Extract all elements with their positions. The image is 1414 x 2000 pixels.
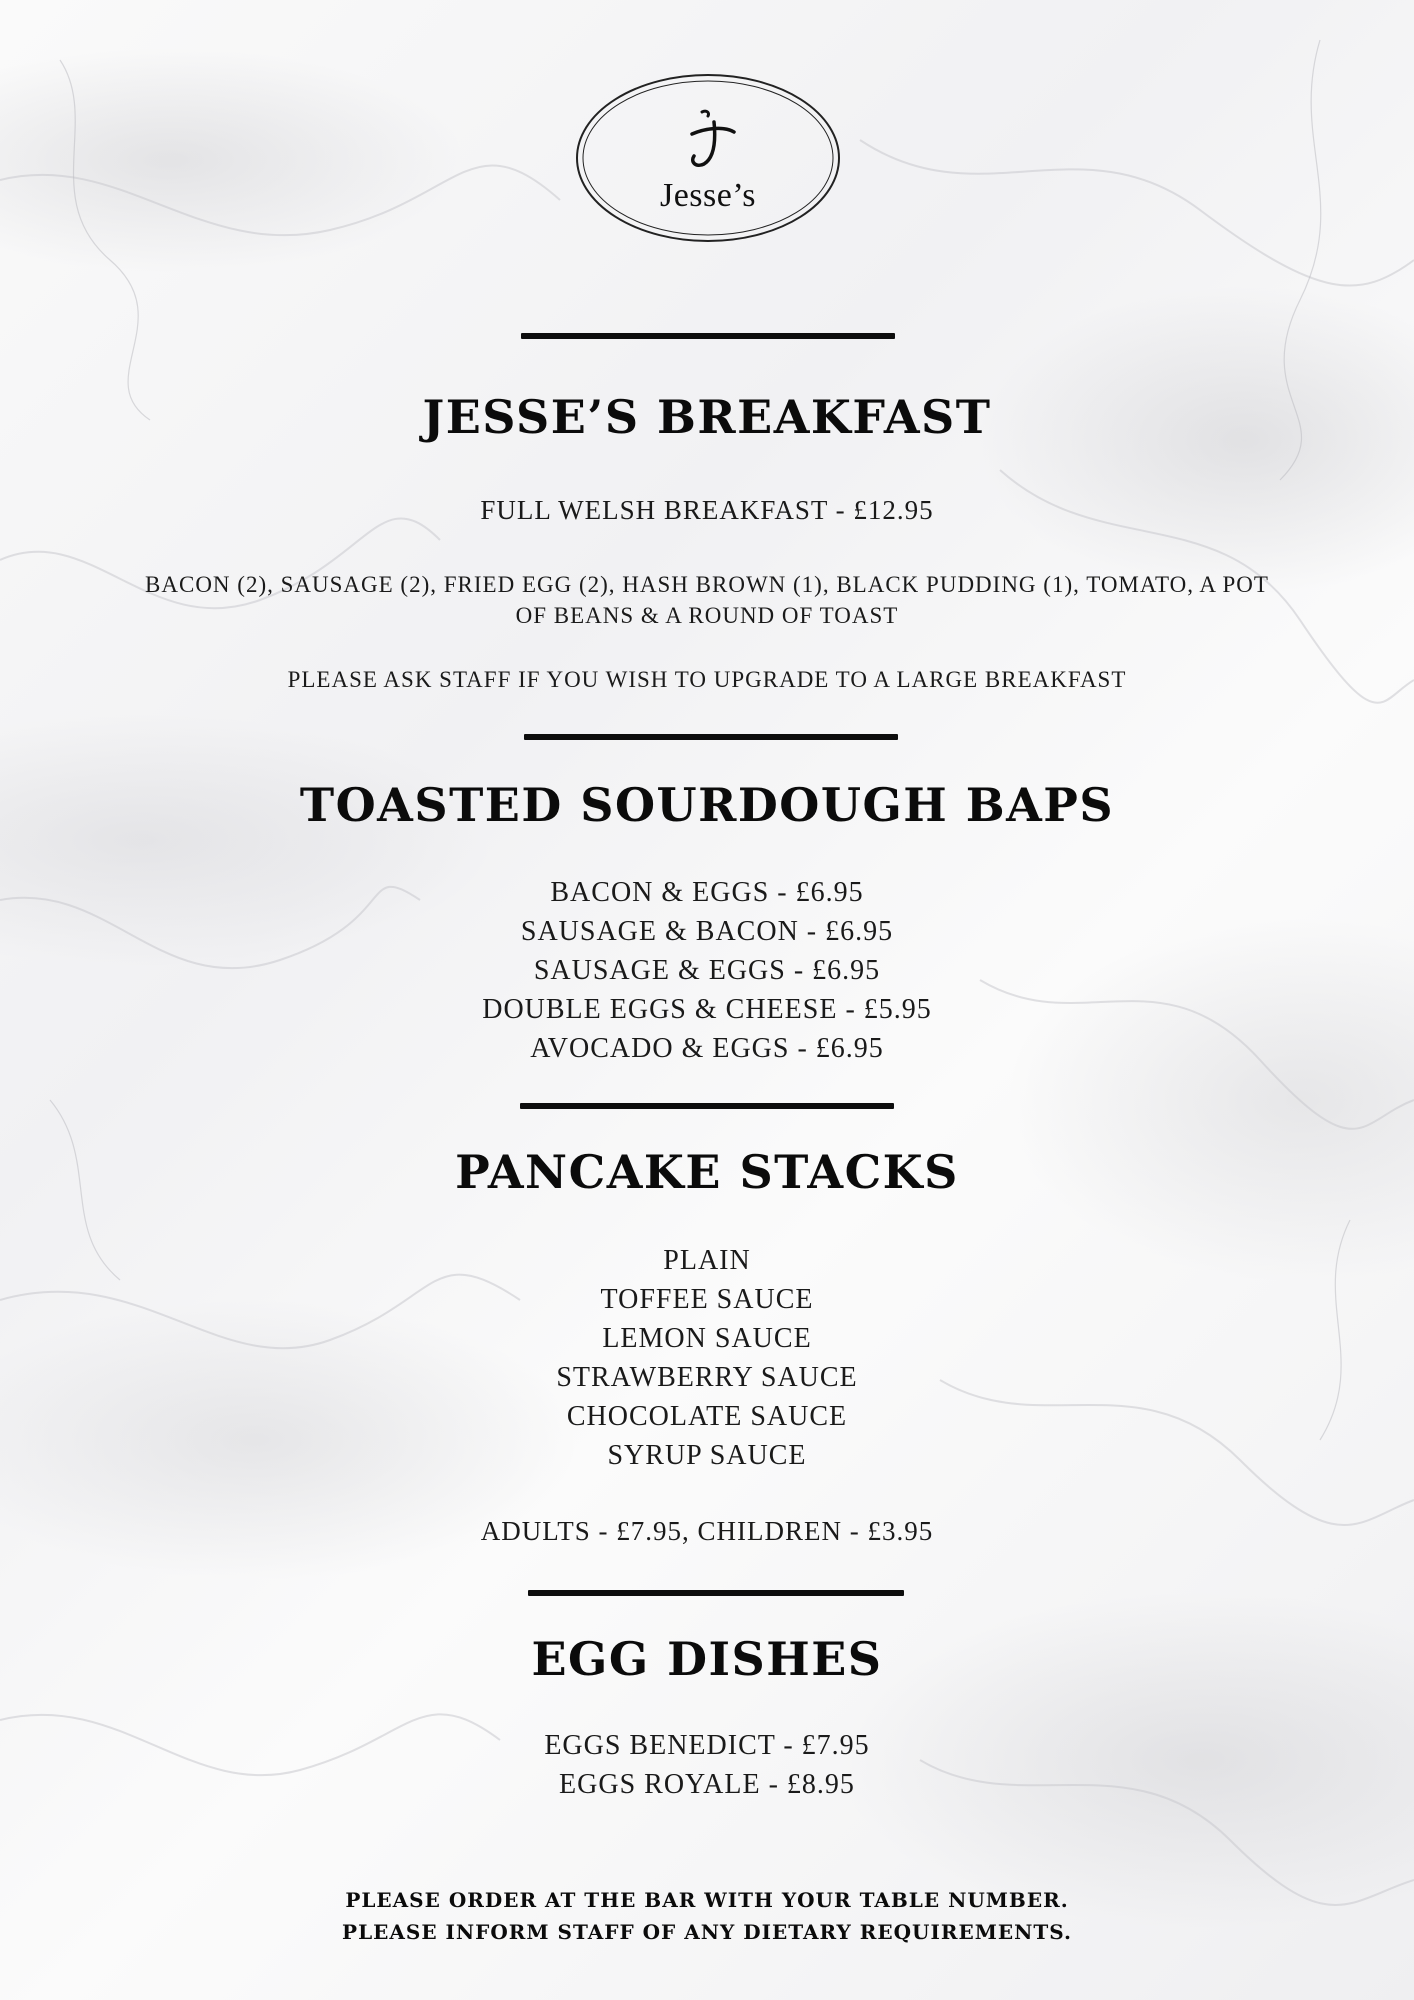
breakfast-description-line-2: OF BEANS & A ROUND OF TOAST xyxy=(515,603,899,628)
section-title-eggs: EGG DISHES xyxy=(531,1632,883,1686)
section-title-baps: TOASTED SOURDOUGH BAPS xyxy=(299,778,1115,832)
divider-4 xyxy=(528,1590,904,1596)
list-item: CHOCOLATE SAUCE xyxy=(566,1401,848,1432)
list-item: PLAIN xyxy=(663,1245,751,1276)
list-item: SAUSAGE & BACON - £6.95 xyxy=(520,916,894,947)
pancakes-price: ADULTS - £7.95, CHILDREN - £3.95 xyxy=(480,1516,934,1546)
baps-list xyxy=(0,873,1414,1068)
list-item: DOUBLE EGGS & CHEESE - £5.95 xyxy=(482,994,932,1025)
footer-dietary-note: PLEASE INFORM STAFF OF ANY DIETARY REQUIREMENTS. xyxy=(342,1920,1072,1944)
breakfast-upgrade-note: PLEASE ASK STAFF IF YOU WISH TO UPGRADE TO A LARGE BREAKFAST xyxy=(287,667,1127,692)
list-item: SAUSAGE & EGGS - £6.95 xyxy=(533,955,881,986)
section-title-pancakes: PANCAKE STACKS xyxy=(455,1145,959,1199)
logo-text: Jesse’s xyxy=(659,177,757,214)
list-item: EGGS ROYALE - £8.95 xyxy=(559,1769,855,1800)
pancakes-list xyxy=(0,1241,1414,1475)
list-item: TOFFEE SAUCE xyxy=(600,1284,814,1315)
divider-2 xyxy=(524,734,898,740)
footer-order-note: PLEASE ORDER AT THE BAR WITH YOUR TABLE NUMBER. xyxy=(345,1888,1069,1912)
list-item: EGGS BENEDICT - £7.95 xyxy=(544,1730,870,1761)
breakfast-description-line-1: BACON (2), SAUSAGE (2), FRIED EGG (2), HASH BROWN (1), BLACK PUDDING (1), TOMATO, A POT xyxy=(145,572,1269,597)
divider-1 xyxy=(521,333,895,339)
divider-3 xyxy=(520,1103,894,1109)
list-item: AVOCADO & EGGS - £6.95 xyxy=(530,1033,884,1064)
list-item: LEMON SAUCE xyxy=(602,1323,812,1354)
list-item: BACON & EGGS - £6.95 xyxy=(550,877,864,908)
list-item: STRAWBERRY SAUCE xyxy=(556,1362,858,1393)
eggs-list xyxy=(0,1726,1414,1804)
list-item: SYRUP SAUCE xyxy=(607,1440,807,1471)
jesses-logo xyxy=(574,72,842,244)
breakfast-item: FULL WELSH BREAKFAST - £12.95 xyxy=(480,495,934,525)
section-title-breakfast: JESSE’S BREAKFAST xyxy=(422,390,992,444)
